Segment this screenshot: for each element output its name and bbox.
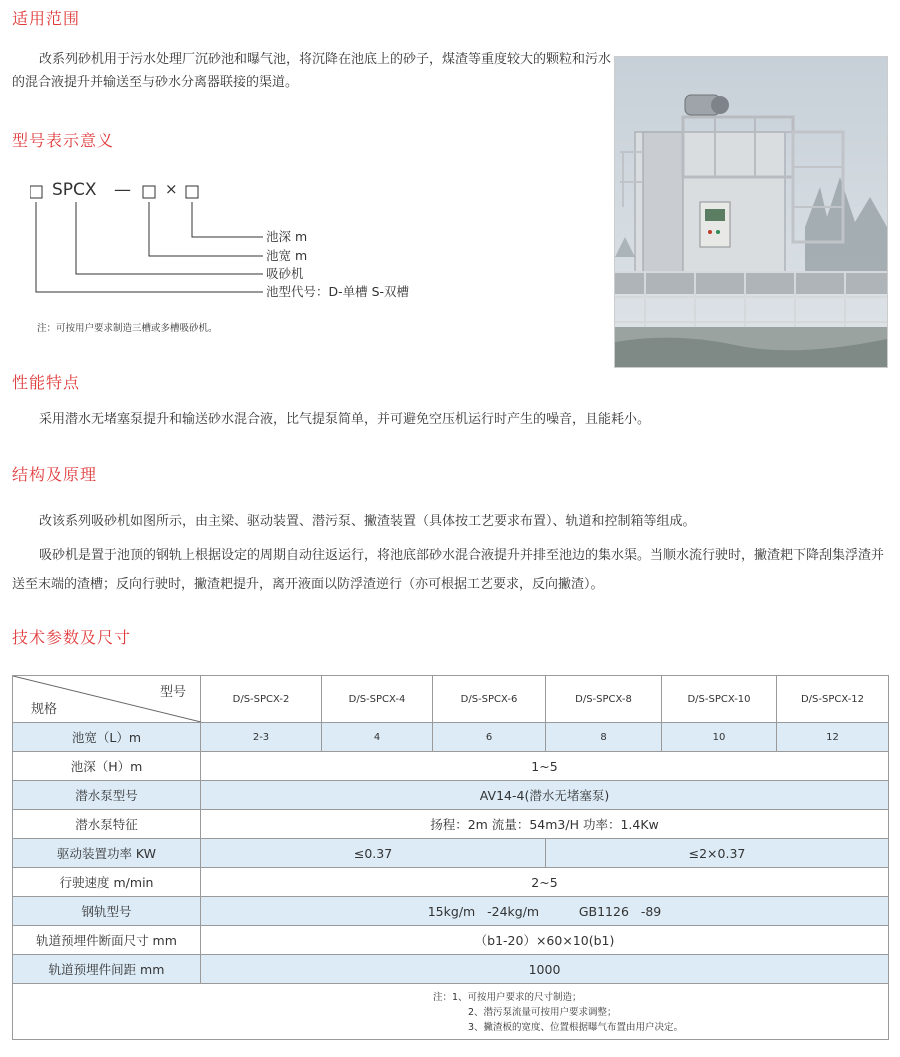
pump-model-value: AV14-4(潜水无堵塞泵) bbox=[201, 781, 889, 810]
table-row bbox=[13, 810, 889, 839]
equipment-photo bbox=[614, 56, 888, 368]
table-notes-row bbox=[13, 984, 889, 1040]
section-title-scope: 适用范围 bbox=[12, 9, 81, 28]
row-label: 潜水泵特征 bbox=[13, 810, 201, 839]
legend-depth: 池深 m bbox=[266, 229, 308, 244]
scope-paragraph: 改系列砂机用于污水处理厂沉砂池和曝气池，将沉降在池底上的砂子，煤渣等重度较大的颗粒和污水的混合液提升并输送至与砂水分离器联接的渠道。 bbox=[12, 52, 612, 90]
embed-pitch-value: 1000 bbox=[201, 955, 889, 984]
model-code-times: × bbox=[165, 180, 178, 198]
corner-spec-label: 规格 bbox=[31, 702, 58, 717]
width-cell: 12 bbox=[777, 723, 889, 752]
pump-spec-value: 扬程：2m 流量：54m3/H 功率：1.4Kw bbox=[201, 810, 889, 839]
model-code-diagram bbox=[30, 180, 530, 320]
width-cell: 4 bbox=[322, 723, 433, 752]
table-row bbox=[13, 897, 889, 926]
model-cell: D/S-SPCX-8 bbox=[546, 676, 662, 723]
model-code-dash: — bbox=[114, 180, 131, 200]
row-label: 钢轨型号 bbox=[13, 897, 201, 926]
row-label: 轨道预埋件间距 mm bbox=[13, 955, 201, 984]
structure-paragraph-2: 吸砂机是置于池顶的钢轨上根据设定的周期自动往返运行，将池底部砂水混合液提升并排至池边的集水渠。当顺水流行驶时，撇渣耙下降刮集浮渣并送至末端的渣槽；反向行驶时，撇渣耙提升，离开液面以防浮渣逆行（亦可根据工艺要求，反向撇渣）。 bbox=[12, 548, 885, 592]
row-label: 驱动装置功率 KW bbox=[13, 839, 201, 868]
table-row bbox=[13, 926, 889, 955]
row-label: 池深（H）m bbox=[13, 752, 201, 781]
width-cell: 10 bbox=[662, 723, 777, 752]
spec-table bbox=[12, 675, 889, 1040]
speed-value: 2~5 bbox=[201, 868, 889, 897]
section-title-structure: 结构及原理 bbox=[12, 465, 98, 484]
embed-size-value: （b1-20）×60×10(b1) bbox=[201, 926, 889, 955]
model-cell: D/S-SPCX-2 bbox=[201, 676, 322, 723]
legend-machine: 吸砂机 bbox=[266, 266, 304, 281]
legend-width: 池宽 m bbox=[266, 248, 308, 263]
model-note: 注：可按用户要求制造三槽或多槽吸砂机。 bbox=[37, 323, 218, 334]
row-label: 轨道预埋件断面尺寸 mm bbox=[13, 926, 201, 955]
corner-model-label: 型号 bbox=[159, 685, 186, 700]
row-label: 潜水泵型号 bbox=[13, 781, 201, 810]
rail-value: 15kg/m -24kg/m GB1126 -89 bbox=[201, 897, 889, 926]
model-code-prefix: SPCX bbox=[52, 180, 97, 200]
width-cell: 2-3 bbox=[201, 723, 322, 752]
model-cell: D/S-SPCX-6 bbox=[433, 676, 546, 723]
section-title-specs: 技术参数及尺寸 bbox=[12, 628, 132, 647]
section-title-features: 性能特点 bbox=[12, 373, 81, 392]
table-notes bbox=[13, 984, 889, 1040]
table-row bbox=[13, 955, 889, 984]
structure-paragraph-1: 改该系列吸砂机如图所示，由主梁、驱动装置、潜污泵、撇渣装置（具体按工艺要求布置）、轨道和控制箱等组成。 bbox=[39, 514, 696, 529]
row-label: 池宽（L）m bbox=[13, 723, 201, 752]
table-row bbox=[13, 868, 889, 897]
model-cell: D/S-SPCX-4 bbox=[322, 676, 433, 723]
row-label: 行驶速度 m/min bbox=[13, 868, 201, 897]
section-title-model-meaning: 型号表示意义 bbox=[12, 131, 115, 150]
drive-value-b: ≤2×0.37 bbox=[546, 839, 889, 868]
model-cell: D/S-SPCX-12 bbox=[777, 676, 889, 723]
table-header-row bbox=[13, 676, 889, 723]
model-cell: D/S-SPCX-10 bbox=[662, 676, 777, 723]
table-corner-cell bbox=[13, 676, 201, 723]
width-cell: 8 bbox=[546, 723, 662, 752]
legend-tank-type: 池型代号：D-单槽 S-双槽 bbox=[266, 284, 410, 299]
width-cell: 6 bbox=[433, 723, 546, 752]
table-note-1: 注：1、可按用户要求的尺寸制造； bbox=[433, 992, 582, 1003]
depth-value: 1~5 bbox=[201, 752, 889, 781]
drive-value-a: ≤0.37 bbox=[201, 839, 546, 868]
table-note-3: 3、撇渣板的宽度、位置根据曝气布置由用户决定。 bbox=[468, 1022, 684, 1033]
features-paragraph: 采用潜水无堵塞泵提升和输送砂水混合液，比气提泵简单，并可避免空压机运行时产生的噪音，且能耗小。 bbox=[39, 412, 651, 427]
table-row bbox=[13, 839, 889, 868]
table-row bbox=[13, 723, 889, 752]
table-row bbox=[13, 752, 889, 781]
table-note-2: 2、潜污泵流量可按用户要求调整； bbox=[468, 1007, 617, 1018]
table-row bbox=[13, 781, 889, 810]
